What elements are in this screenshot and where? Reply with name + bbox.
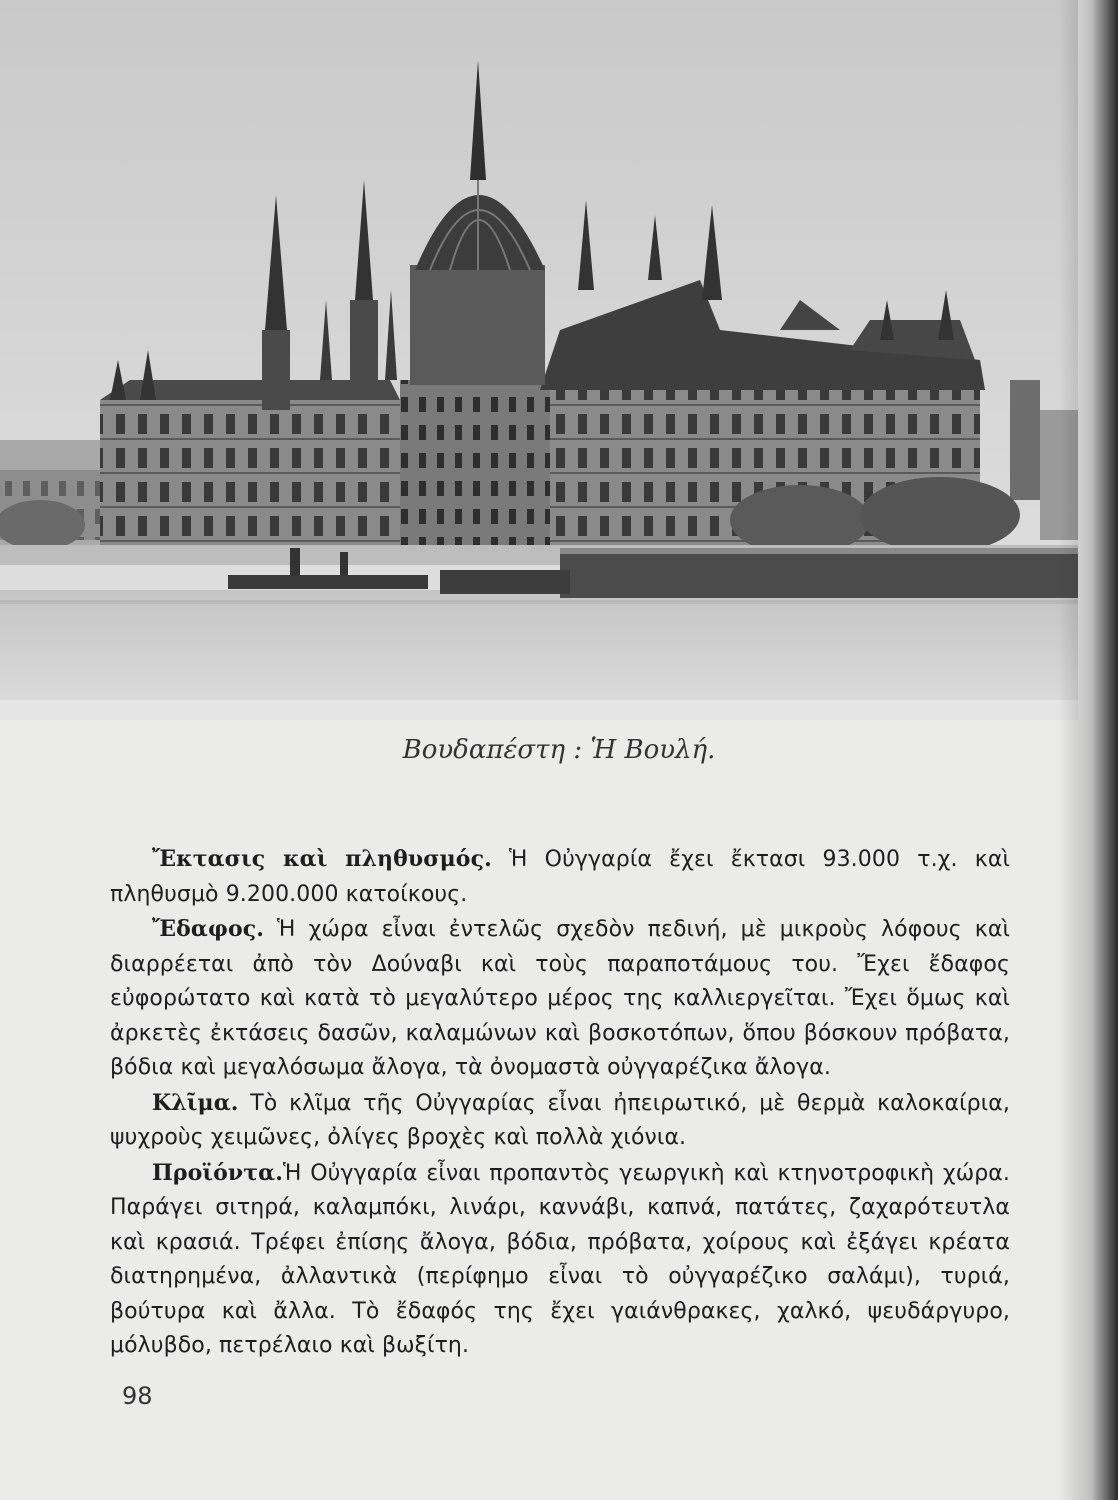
heading-terrain: Ἔδαφος. <box>152 916 264 942</box>
page-edge-shadow <box>1058 0 1118 1500</box>
parliament-illustration <box>0 0 1078 720</box>
page-number: 98 <box>122 1382 153 1410</box>
heading-area-population: Ἔκτασις καὶ πληθυσμός. <box>152 846 492 872</box>
photo-caption: Βουδαπέστη : Ἡ Βουλή. <box>402 735 716 765</box>
paragraph-climate <box>110 1086 1010 1156</box>
text-terrain: Ἡ χώρα εἶναι ἐντελῶς σχεδὸν πεδινή, μὲ μικροὺς λόφους καὶ διαρρέεται ἀπὸ τὸν Δούναβι καὶ τοὺς παραποτάμους του. Ἔχει ἔδαφος εὐφορώτατο καὶ κατὰ τὸ μεγαλύτερο μέρος της καλλιεργεῖται. Ἔχει ὅμως καὶ ἀρκετὲς ἐκτάσεις δασῶν, καλαμώνων καὶ βοσκοτόπων, ὅπου βόσκουν πρόβατα, βόδια καὶ μεγαλόσωμα ἄλογα, τὰ ὀνομαστὰ οὐγγαρέζικα ἄλογα. <box>110 917 1010 1080</box>
parliament-photo <box>0 0 1078 720</box>
heading-products: Προϊόντα. <box>152 1159 283 1186</box>
paragraph-area-population <box>110 842 1010 912</box>
article-body <box>110 842 1010 1364</box>
text-climate: Τὸ κλῖμα τῆς Οὐγγαρίας εἶναι ἠπειρωτικό, μὲ θερμὰ καλοκαίρια, ψυχροὺς χειμῶνες, ὀλίγες βροχὲς καὶ πολλὰ χιόνια. <box>110 1090 1010 1150</box>
text-area-population: Ἡ Οὐγγαρία ἔχει ἔκτασι 93.000 τ.χ. καὶ πληθυσμὸ 9.200.000 κατοίκους. <box>110 847 1010 907</box>
heading-climate: Κλῖμα. <box>152 1089 239 1116</box>
text-products: Ἡ Οὐγγαρία εἶναι προπαντὸς γεωργικὴ καὶ κτηνοτροφικὴ χώρα. Παράγει σιτηρά, καλαμπόκι, λινάρι, καννάβι, καπνά, πατάτες, ζαχαρότευτλα καὶ κρασιά. Τρέφει ἐπίσης ἄλογα, βόδια, πρόβατα, χοίρους καὶ ἐξάγει κρέατα διατηρημένα, ἀλλαντικὰ (περίφημο εἶναι τὸ οὐγγαρέζικο σαλάμι), τυριά, βούτυρα καὶ ἄλλα. Τὸ ἔδαφός της ἔχει γαιάνθρακες, χαλκό, ψευδάργυρο, μόλυβδο, πετρέλαιο καὶ βωξίτη. <box>110 1160 1010 1358</box>
paragraph-terrain <box>110 912 1010 1086</box>
paragraph-products <box>110 1156 1010 1364</box>
